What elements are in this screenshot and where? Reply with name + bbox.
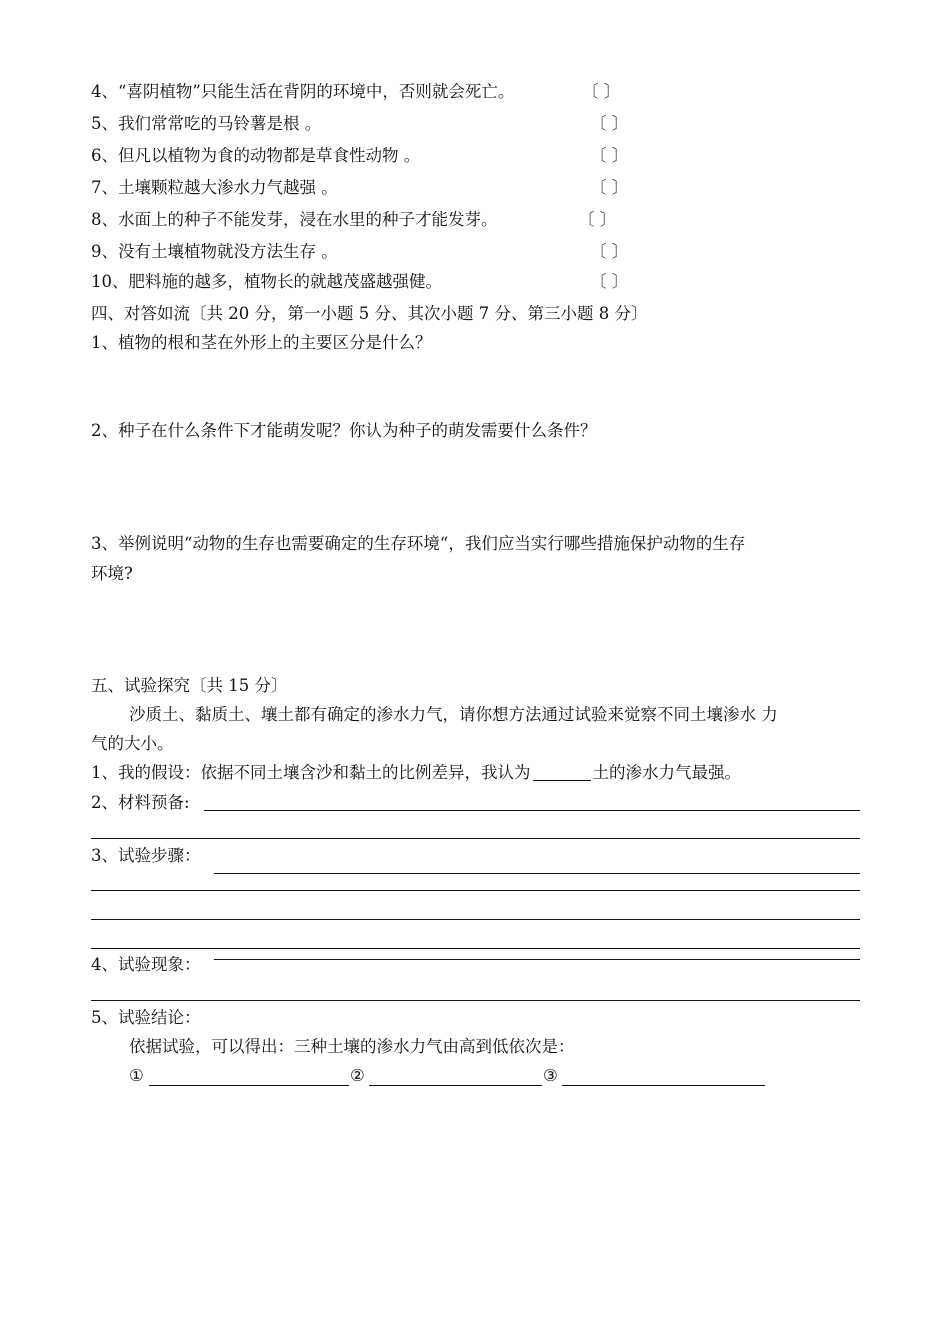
conclusion-label: 5、试验结论： bbox=[91, 1008, 201, 1027]
rank-3-label: ③ bbox=[543, 1066, 558, 1085]
conclusion-text: 依据试验，可以得出：三种土壤的渗水力气由高到低依次是： bbox=[129, 1037, 575, 1056]
steps-answer-line-4[interactable] bbox=[91, 948, 860, 949]
rank-1-label: ① bbox=[129, 1066, 144, 1085]
materials-label: 2、材料预备: bbox=[91, 793, 190, 812]
judgement-item-9: 9、没有土壤植物就没方法生存 。 bbox=[91, 242, 338, 261]
section-five-heading: 五、试验探究〔共 15 分〕 bbox=[91, 676, 288, 695]
answer-paren-8: 〔 〕 bbox=[578, 210, 617, 229]
hypothesis-text-before: 1、我的假设：依据不同土壤含沙和黏土的比例差异，我认为 bbox=[91, 763, 531, 782]
question-3-line-1: 3、举例说明“动物的生存也需要确定的生存环境“，我们应当实行哪些措施保护动物的生存 bbox=[91, 534, 746, 553]
judgement-item-10: 10、肥料施的越多，植物长的就越茂盛越强健。 bbox=[91, 272, 442, 291]
steps-answer-line-3[interactable] bbox=[91, 919, 860, 920]
question-1: 1、植物的根和茎在外形上的主要区分是什么？ bbox=[91, 333, 432, 352]
answer-paren-5: 〔 〕 bbox=[590, 114, 629, 133]
materials-answer-line-2[interactable] bbox=[91, 838, 860, 839]
answer-paren-7: 〔 〕 bbox=[590, 178, 629, 197]
answer-paren-4: 〔 〕 bbox=[582, 82, 621, 101]
question-3-line-2: 环境? bbox=[91, 564, 133, 583]
hypothesis-blank[interactable] bbox=[533, 764, 591, 781]
rank-2-label: ② bbox=[350, 1066, 365, 1085]
steps-answer-line-1[interactable] bbox=[214, 873, 860, 874]
judgement-item-7: 7、土壤颗粒越大渗水力气越强 。 bbox=[91, 178, 338, 197]
judgement-item-4: 4、“喜阴植物”只能生活在背阴的环境中，否则就会死亡。 bbox=[91, 82, 515, 101]
answer-paren-10: 〔 〕 bbox=[590, 272, 629, 291]
hypothesis-text-after: 土的渗水力气最强。 bbox=[592, 763, 741, 782]
question-2: 2、种子在什么条件下才能萌发呢？你认为种子的萌发需要什么条件？ bbox=[91, 421, 597, 440]
rank-1-answer-line[interactable] bbox=[149, 1085, 349, 1086]
rank-2-answer-line[interactable] bbox=[369, 1085, 542, 1086]
rank-3-answer-line[interactable] bbox=[562, 1085, 765, 1086]
phenomenon-answer-line-1[interactable] bbox=[214, 959, 860, 960]
materials-answer-line-1[interactable] bbox=[204, 810, 860, 811]
experiment-intro-line-1: 沙质土、黏质土、壤土都有确定的渗水力气，请你想方法通过试验来觉察不同土壤渗水 力 bbox=[129, 705, 778, 724]
experiment-intro-line-2: 气的大小。 bbox=[91, 734, 174, 753]
hypothesis-line bbox=[91, 762, 741, 784]
judgement-item-6: 6、但凡以植物为食的动物都是草食性动物 。 bbox=[91, 146, 421, 165]
answer-paren-9: 〔 〕 bbox=[590, 242, 629, 261]
steps-answer-line-2[interactable] bbox=[91, 890, 860, 891]
judgement-item-5: 5、我们常常吃的马铃薯是根 。 bbox=[91, 114, 322, 133]
section-four-heading: 四、对答如流〔共 20 分，第一小题 5 分、其次小题 7 分、第三小题 8 分〕 bbox=[91, 304, 648, 323]
judgement-item-8: 8、水面上的种子不能发芽，浸在水里的种子才能发芽。 bbox=[91, 210, 498, 229]
answer-paren-6: 〔 〕 bbox=[590, 146, 629, 165]
phenomenon-answer-line-2[interactable] bbox=[91, 1000, 860, 1001]
phenomenon-label: 4、试验现象： bbox=[91, 955, 201, 974]
steps-label: 3、试验步骤： bbox=[91, 846, 201, 865]
